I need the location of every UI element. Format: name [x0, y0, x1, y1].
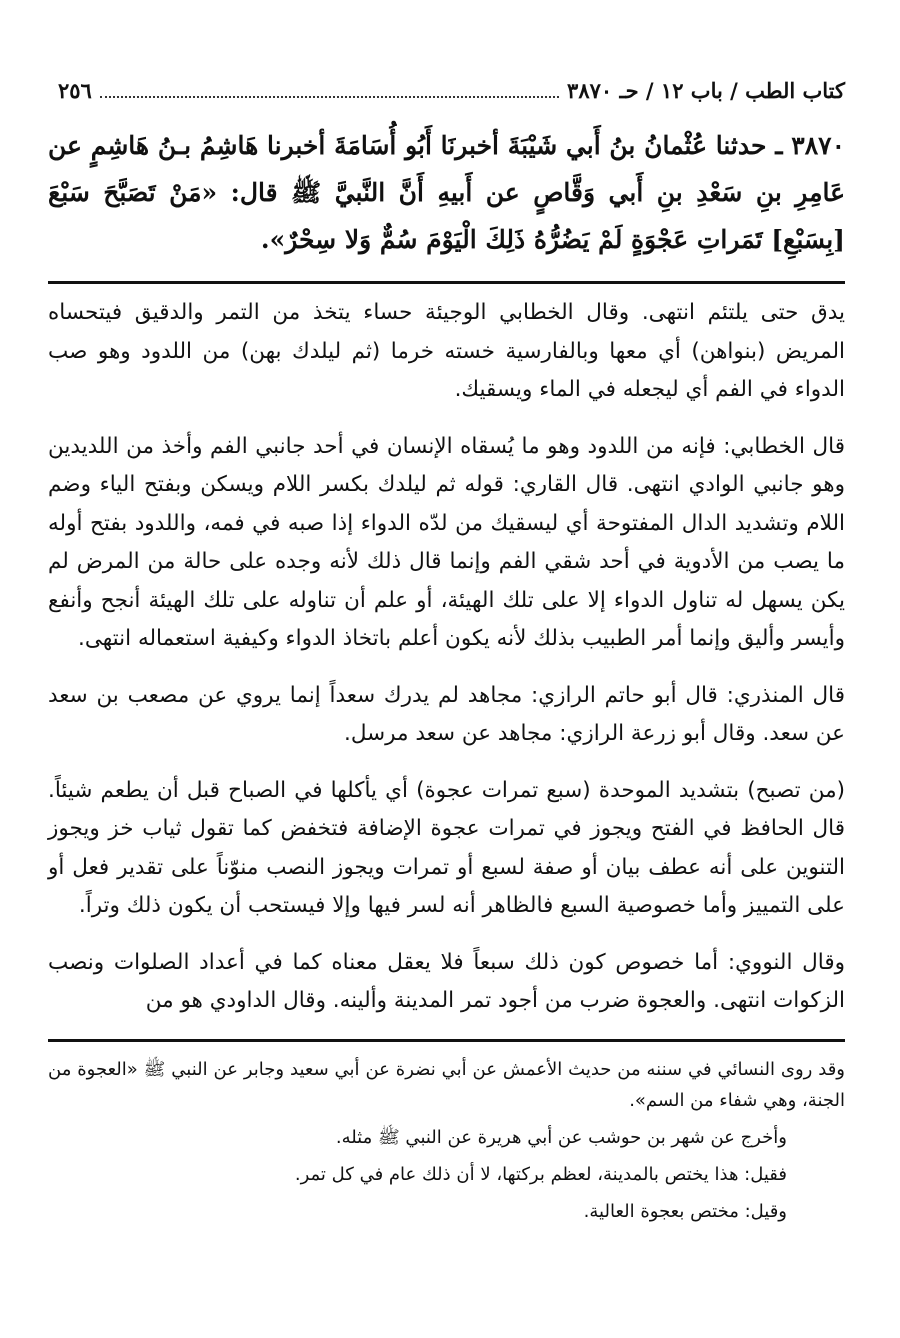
footnote-line: فقيل: هذا يختص بالمدينة، لعظم بركتها، لا أن ذلك عام في كل تمر. — [294, 1163, 787, 1185]
commentary — [48, 294, 845, 1021]
header-dotted-leader — [100, 82, 559, 98]
commentary-paragraph: وقال النووي: أما خصوص كون ذلك سبعاً فلا يعقل معناه كما في أعداد الصلوات ونصب الزكوات انتهى. والعجوة ضرب من أجود تمر المدينة وألينه. وقال الداودي هو من — [48, 949, 845, 1013]
running-header — [48, 70, 845, 110]
footnote-line: وقيل: مختص بعجوة العالية. — [583, 1200, 787, 1222]
header-title: كتاب الطب / باب ١٢ / حـ ٣٨٧٠ — [567, 77, 845, 103]
commentary-paragraph: يدق حتى يلتئم انتهى. وقال الخطابي الوجيئة حساء يتخذ من التمر والدقيق فيتحساه المريض (بنواهن) أي معها وبالفارسية خسته خرما (ثم ليلدك بهن) من اللدود وهو صب الدواء في الفم أي ليجعله في الماء ويسقيك. — [48, 300, 845, 402]
hadith-text: ٣٨٧٠ ـ حدثنا عُثْمانُ بنُ أَبي شَيْبَةَ أخبرنَا أَبُو أُسَامَةَ أخبرنا هَاشِمُ بـنُ هَاشِمٍ عن عَامِرِ بنِ سَعْدِ بنِ أَبي وَقَّاصٍ عن أَبيهِ أَنَّ النَّبيَّ ﷺ قال: «مَنْ تَصَبَّحَ سَبْعَ [بِسَبْعِ] تَمَراتِ عَجْوَةٍ لَمْ يَضُرُّهُ ذَلِكَ الْيَوْمَ سُمٌّ وَلا سِحْرٌ». — [48, 131, 845, 254]
footnote-separator — [48, 1039, 845, 1042]
footnote-line: وأخرج عن شهر بن حوشب عن أبي هريرة عن النبي ﷺ مثله. — [335, 1126, 787, 1148]
commentary-paragraph: قال المنذري: قال أبو حاتم الرازي: مجاهد لم يدرك سعداً إنما يروي عن مصعب بن سعد عن سعد. وقال أبو زرعة الرازي: مجاهد عن سعد مرسل. — [48, 682, 845, 746]
footnotes — [48, 1039, 845, 1227]
hadith-separator — [48, 281, 845, 284]
commentary-paragraph: (من تصبح) بتشديد الموحدة (سبع تمرات عجوة) أي يأكلها في الصباح قبل أن يطعم شيئاً. قال الحافظ في الفتح ويجوز في تمرات عجوة الإضافة فتخفض كما تقول ثياب خز ويجوز التنوين على أنه عطف بيان أو صفة لسبع أو تمرات ويجوز النصب منوّناً على تقدير فعل أو على التمييز وأما خصوصية السبع فالظاهر أنه لسر فيها وإلا فيستحب أن يكون ذلك وتراً. — [48, 777, 845, 918]
commentary-paragraph: قال الخطابي: فإنه من اللدود وهو ما يُسقاه الإنسان في أحد جانبي الفم وأخذ من اللديدين وهو جانبي الوادي انتهى. قال القاري: قوله ثم ليلدك بكسر اللام ويسكن وبفتح الياء وضم اللام وتشديد الدال المفتوحة أي ليسقيك من لدّه الدواء إذا صبه في فمه، واللدود بفتح أوله ما يصب من الأدوية في أحد شقي الفم وإنما قال ذلك لأنه وجده على حالة من المرض لم يكن يسهل له تناول الدواء إلا على تلك الهيئة، أو علم أن تناوله على تلك الهيئة أنجح وأنفع وأيسر وأليق وإنما أمر الطبيب بذلك لأنه يكون أعلم باتخاذ الدواء وكيفية استعماله انتهى. — [48, 433, 845, 651]
page-number: ٢٥٦ — [58, 77, 92, 103]
footnote-line: وقد روى النسائي في سننه من حديث الأعمش عن أبي نضرة عن أبي سعيد وجابر عن النبي ﷺ «العجوة من الجنة، وهي شفاء من السم». — [48, 1058, 845, 1111]
